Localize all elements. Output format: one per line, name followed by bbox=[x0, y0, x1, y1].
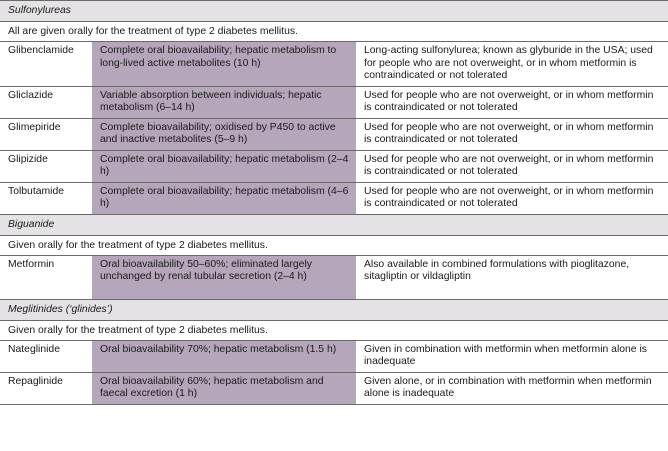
drug-uses: Given alone, or in combination with metformin when metformin alone is inadequate bbox=[356, 372, 668, 404]
drug-name: Tolbutamide bbox=[0, 182, 92, 214]
section-note-row bbox=[0, 22, 668, 42]
drug-uses: Used for people who are not overweight, or in whom metformin is contraindicated or not tolerated bbox=[356, 150, 668, 182]
drug-pharmacokinetics: Complete oral bioavailability; hepatic metabolism (2–4 h) bbox=[92, 150, 356, 182]
drug-pharmacokinetics: Oral bioavailability 70%; hepatic metabolism (1.5 h) bbox=[92, 340, 356, 372]
section-heading-row bbox=[0, 1, 668, 22]
drug-name: Gliclazide bbox=[0, 86, 92, 118]
drug-row bbox=[0, 372, 668, 404]
drug-name: Repaglinide bbox=[0, 372, 92, 404]
drug-uses: Used for people who are not overweight, or in whom metformin is contraindicated or not tolerated bbox=[356, 182, 668, 214]
section-heading: Biguanide bbox=[0, 214, 668, 235]
section-heading: Meglitinides (‘glinides’) bbox=[0, 299, 668, 320]
drug-row bbox=[0, 150, 668, 182]
section-heading-row bbox=[0, 214, 668, 235]
drug-row bbox=[0, 340, 668, 372]
drug-row bbox=[0, 255, 668, 299]
drug-uses: Given in combination with metformin when metformin alone is inadequate bbox=[356, 340, 668, 372]
drug-pharmacokinetics: Oral bioavailability 50–60%; eliminated largely unchanged by renal tubular secretion (2–4 h) bbox=[92, 255, 356, 299]
section-heading: Sulfonylureas bbox=[0, 1, 668, 22]
drug-pharmacokinetics: Oral bioavailability 60%; hepatic metabolism and faecal excretion (1 h) bbox=[92, 372, 356, 404]
drug-pharmacokinetics: Variable absorption between individuals; hepatic metabolism (6–14 h) bbox=[92, 86, 356, 118]
drug-uses: Used for people who are not overweight, or in whom metformin is contraindicated or not tolerated bbox=[356, 86, 668, 118]
drug-row bbox=[0, 42, 668, 87]
drug-row bbox=[0, 86, 668, 118]
drug-name: Nateglinide bbox=[0, 340, 92, 372]
section-heading-row bbox=[0, 299, 668, 320]
drug-row bbox=[0, 182, 668, 214]
section-note: All are given orally for the treatment of type 2 diabetes mellitus. bbox=[0, 22, 668, 42]
drug-uses: Used for people who are not overweight, or in whom metformin is contraindicated or not tolerated bbox=[356, 118, 668, 150]
drug-row bbox=[0, 118, 668, 150]
section-note: Given orally for the treatment of type 2 diabetes mellitus. bbox=[0, 235, 668, 255]
drug-pharmacokinetics: Complete bioavailability; oxidised by P450 to active and inactive metabolites (5–9 h) bbox=[92, 118, 356, 150]
section-note-row bbox=[0, 235, 668, 255]
drug-name: Glimepiride bbox=[0, 118, 92, 150]
drug-pharmacokinetics: Complete oral bioavailability; hepatic metabolism to long-lived active metabolites (10 h) bbox=[92, 42, 356, 87]
section-note: Given orally for the treatment of type 2 diabetes mellitus. bbox=[0, 320, 668, 340]
drug-uses: Long-acting sulfonylurea; known as glyburide in the USA; used for people who are not overweight, or in whom metformin is contraindicated or not tolerated bbox=[356, 42, 668, 87]
drug-name: Glipizide bbox=[0, 150, 92, 182]
drug-name: Metformin bbox=[0, 255, 92, 299]
drug-name: Glibenclamide bbox=[0, 42, 92, 87]
section-note-row bbox=[0, 320, 668, 340]
drug-uses: Also available in combined formulations with pioglitazone, sitagliptin or vildagliptin bbox=[356, 255, 668, 299]
drug-pharmacokinetics: Complete oral bioavailability; hepatic metabolism (4–6 h) bbox=[92, 182, 356, 214]
